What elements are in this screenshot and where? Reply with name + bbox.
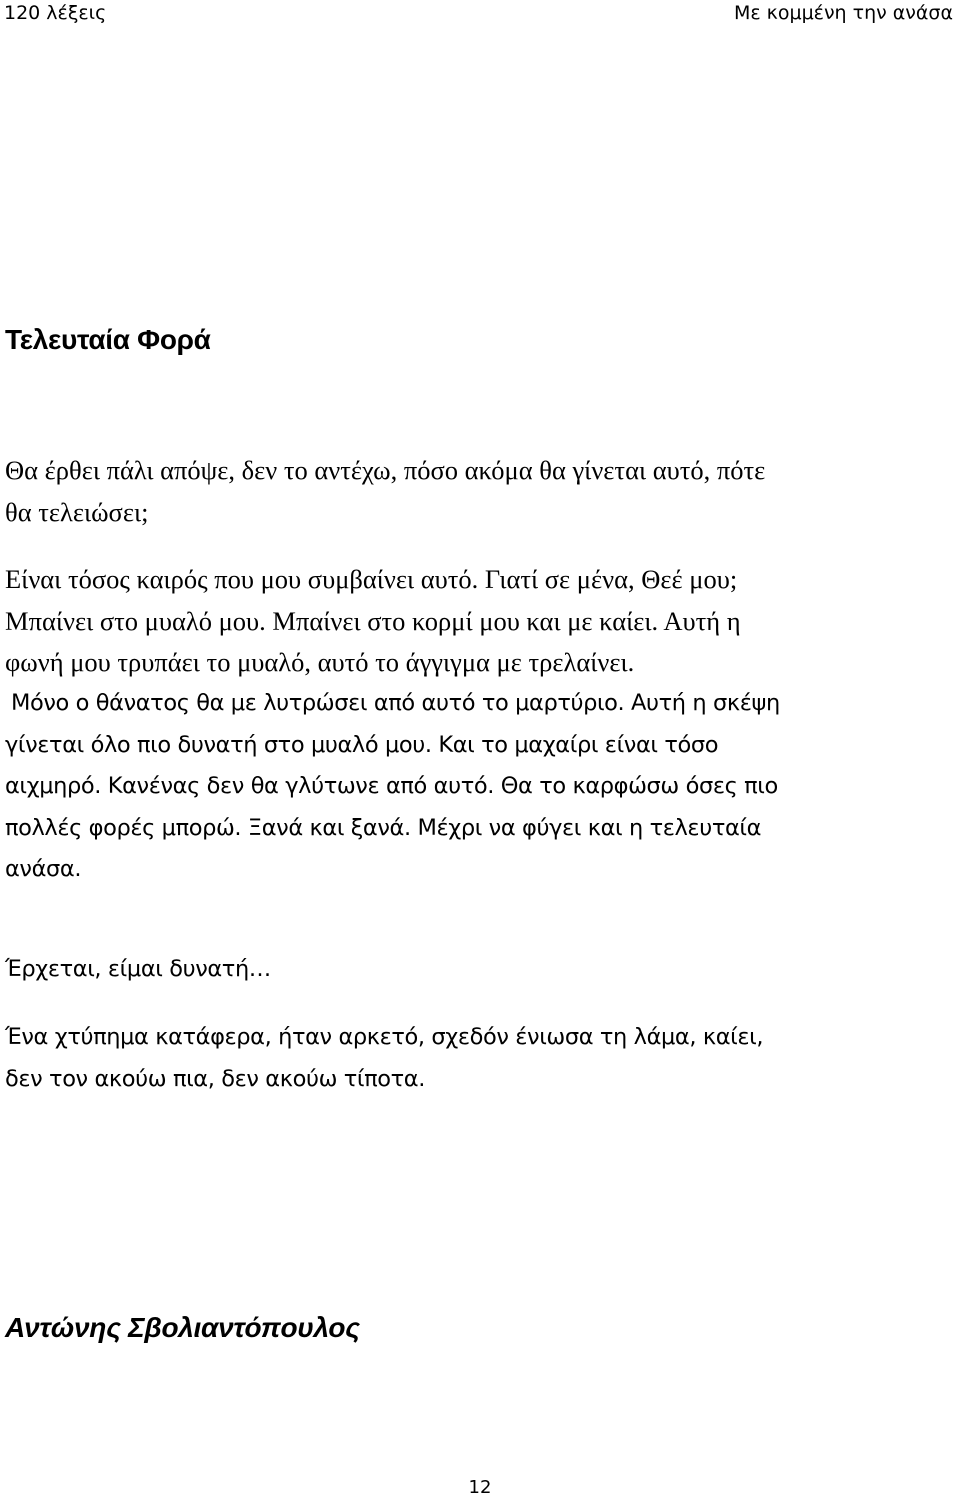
paragraph-line: Ένα χτύπημα κατάφερα, ήταν αρκετό, σχεδόν ένιωσα τη λάμα, καίει, — [5, 1024, 764, 1050]
header-collection-title: Με κομμένη την ανάσα — [733, 2, 953, 24]
story-title: Τελευταία Φορά — [5, 324, 211, 355]
author-name: Αντώνης Σβολιαντόπουλος — [5, 1312, 360, 1343]
paragraph-5 — [5, 1017, 763, 1100]
paragraph-3 — [5, 683, 780, 891]
running-header — [0, 0, 960, 34]
paragraph-line: πολλές φορές μπορώ. Ξανά και ξανά. Μέχρι να φύγει και η τελευταία — [5, 814, 762, 841]
paragraph-2 — [5, 559, 741, 684]
paragraph-line: Μόνο ο θάνατος θα με λυτρώσει από αυτό το μαρτύριο. Αυτή η σκέψη — [11, 690, 780, 716]
paragraph-line: ανάσα. — [5, 856, 82, 882]
page-number: 12 — [468, 1477, 492, 1498]
paragraph-line: δεν τον ακούω πια, δεν ακούω τίποτα. — [5, 1065, 425, 1092]
paragraph-4 — [5, 949, 271, 991]
paragraph-line: γίνεται όλο πιο δυνατή στο μυαλό μου. Και το μαχαίρι είναι τόσο — [5, 731, 719, 758]
paragraph-line: Θα έρθει πάλι απόψε, δεν το αντέχω, πόσο ακόμα θα γίνεται αυτό, πότε — [5, 455, 766, 485]
paragraph-1 — [5, 450, 765, 533]
paragraph-line: Μπαίνει στο μυαλό μου. Μπαίνει στο κορμί μου και με καίει. Αυτή η — [5, 605, 741, 636]
paragraph-line: Είναι τόσος καιρός που μου συμβαίνει αυτό. Γιατί σε μένα, Θεέ μου; — [5, 564, 738, 594]
paragraph-line: Έρχεται, είμαι δυνατή… — [5, 956, 271, 982]
paragraph-line: θα τελειώσει; — [5, 496, 149, 527]
paragraph-line: αιχμηρό. Κανένας δεν θα γλύτωνε από αυτό. Θα το καρφώσω όσες πιο — [5, 773, 778, 799]
header-word-count: 120 λέξεις — [4, 2, 107, 24]
paragraph-line: φωνή μου τρυπάει το μυαλό, αυτό το άγγιγμα με τρελαίνει. — [5, 647, 635, 677]
